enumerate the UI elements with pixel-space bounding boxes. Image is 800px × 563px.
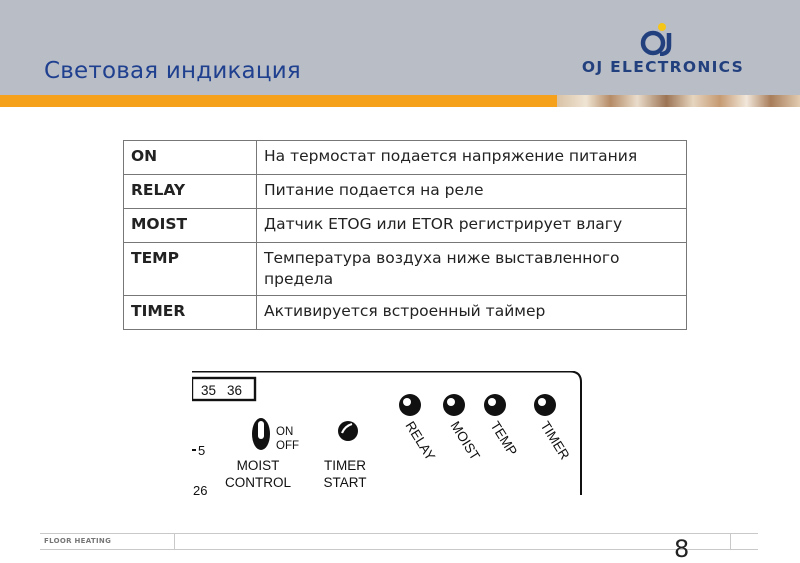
photo-strip [557, 95, 800, 107]
indicator-description: Питание подается на реле [257, 175, 687, 209]
page-number: 8 [674, 535, 690, 563]
slide-title: Световая индикация [44, 58, 301, 84]
led-label: RELAY [402, 418, 439, 464]
indicator-name: TIMER [124, 296, 257, 330]
edge-label: 26 [193, 483, 208, 495]
indicator-description: На термостат подается напряжение питания [257, 141, 687, 175]
terminal-label: 35 [201, 383, 217, 398]
oj-electronics-logo [558, 22, 768, 80]
toggle-lever-icon [258, 421, 264, 439]
timer-start-label: TIMER [324, 458, 366, 473]
led-highlight-icon [447, 398, 455, 406]
logo-text: OJ ELECTRONICS [581, 58, 745, 76]
timer-start-label: START [323, 475, 367, 490]
edge-label: 5 [198, 443, 206, 458]
temp-led-icon [484, 394, 506, 416]
switch-off-label: OFF [276, 440, 299, 452]
led-label: TEMP [487, 418, 521, 459]
indicator-description: Температура воздуха ниже выставленного предела [257, 243, 687, 296]
footer-divider [174, 534, 175, 549]
indication-table [123, 140, 687, 330]
indicator-description: Датчик ETOG или ETOR регистрирует влагу [257, 209, 687, 243]
led-highlight-icon [488, 398, 496, 406]
footer-rule [40, 549, 758, 550]
indicator-name: MOIST [124, 209, 257, 243]
table-row [124, 175, 687, 209]
moist-control-label: CONTROL [224, 475, 292, 490]
indicator-name: RELAY [124, 175, 257, 209]
footer-divider [730, 534, 731, 549]
accent-band [0, 95, 557, 107]
oj-logo-icon [636, 22, 684, 56]
relay-led-icon [399, 394, 421, 416]
led-label: MOIST [447, 418, 483, 463]
led-highlight-icon [538, 398, 546, 406]
table-row [124, 141, 687, 175]
footer-label: FLOOR HEATING [44, 537, 112, 545]
led-label: TIMER [537, 418, 573, 463]
led-highlight-icon [403, 398, 411, 406]
timer-led-icon [534, 394, 556, 416]
table-row [124, 296, 687, 330]
indicator-name: ON [124, 141, 257, 175]
timer-start-button[interactable] [338, 421, 358, 441]
footer-rule [40, 533, 758, 534]
moist-control-label: MOIST [236, 458, 280, 473]
moist-led-icon [443, 394, 465, 416]
switch-on-label: ON [276, 426, 294, 438]
terminal-label: 36 [227, 383, 243, 398]
thermostat-panel [192, 371, 582, 495]
indicator-name: TEMP [124, 243, 257, 296]
table-row [124, 209, 687, 243]
indicator-description: Активируется встроенный таймер [257, 296, 687, 330]
table-row [124, 243, 687, 296]
